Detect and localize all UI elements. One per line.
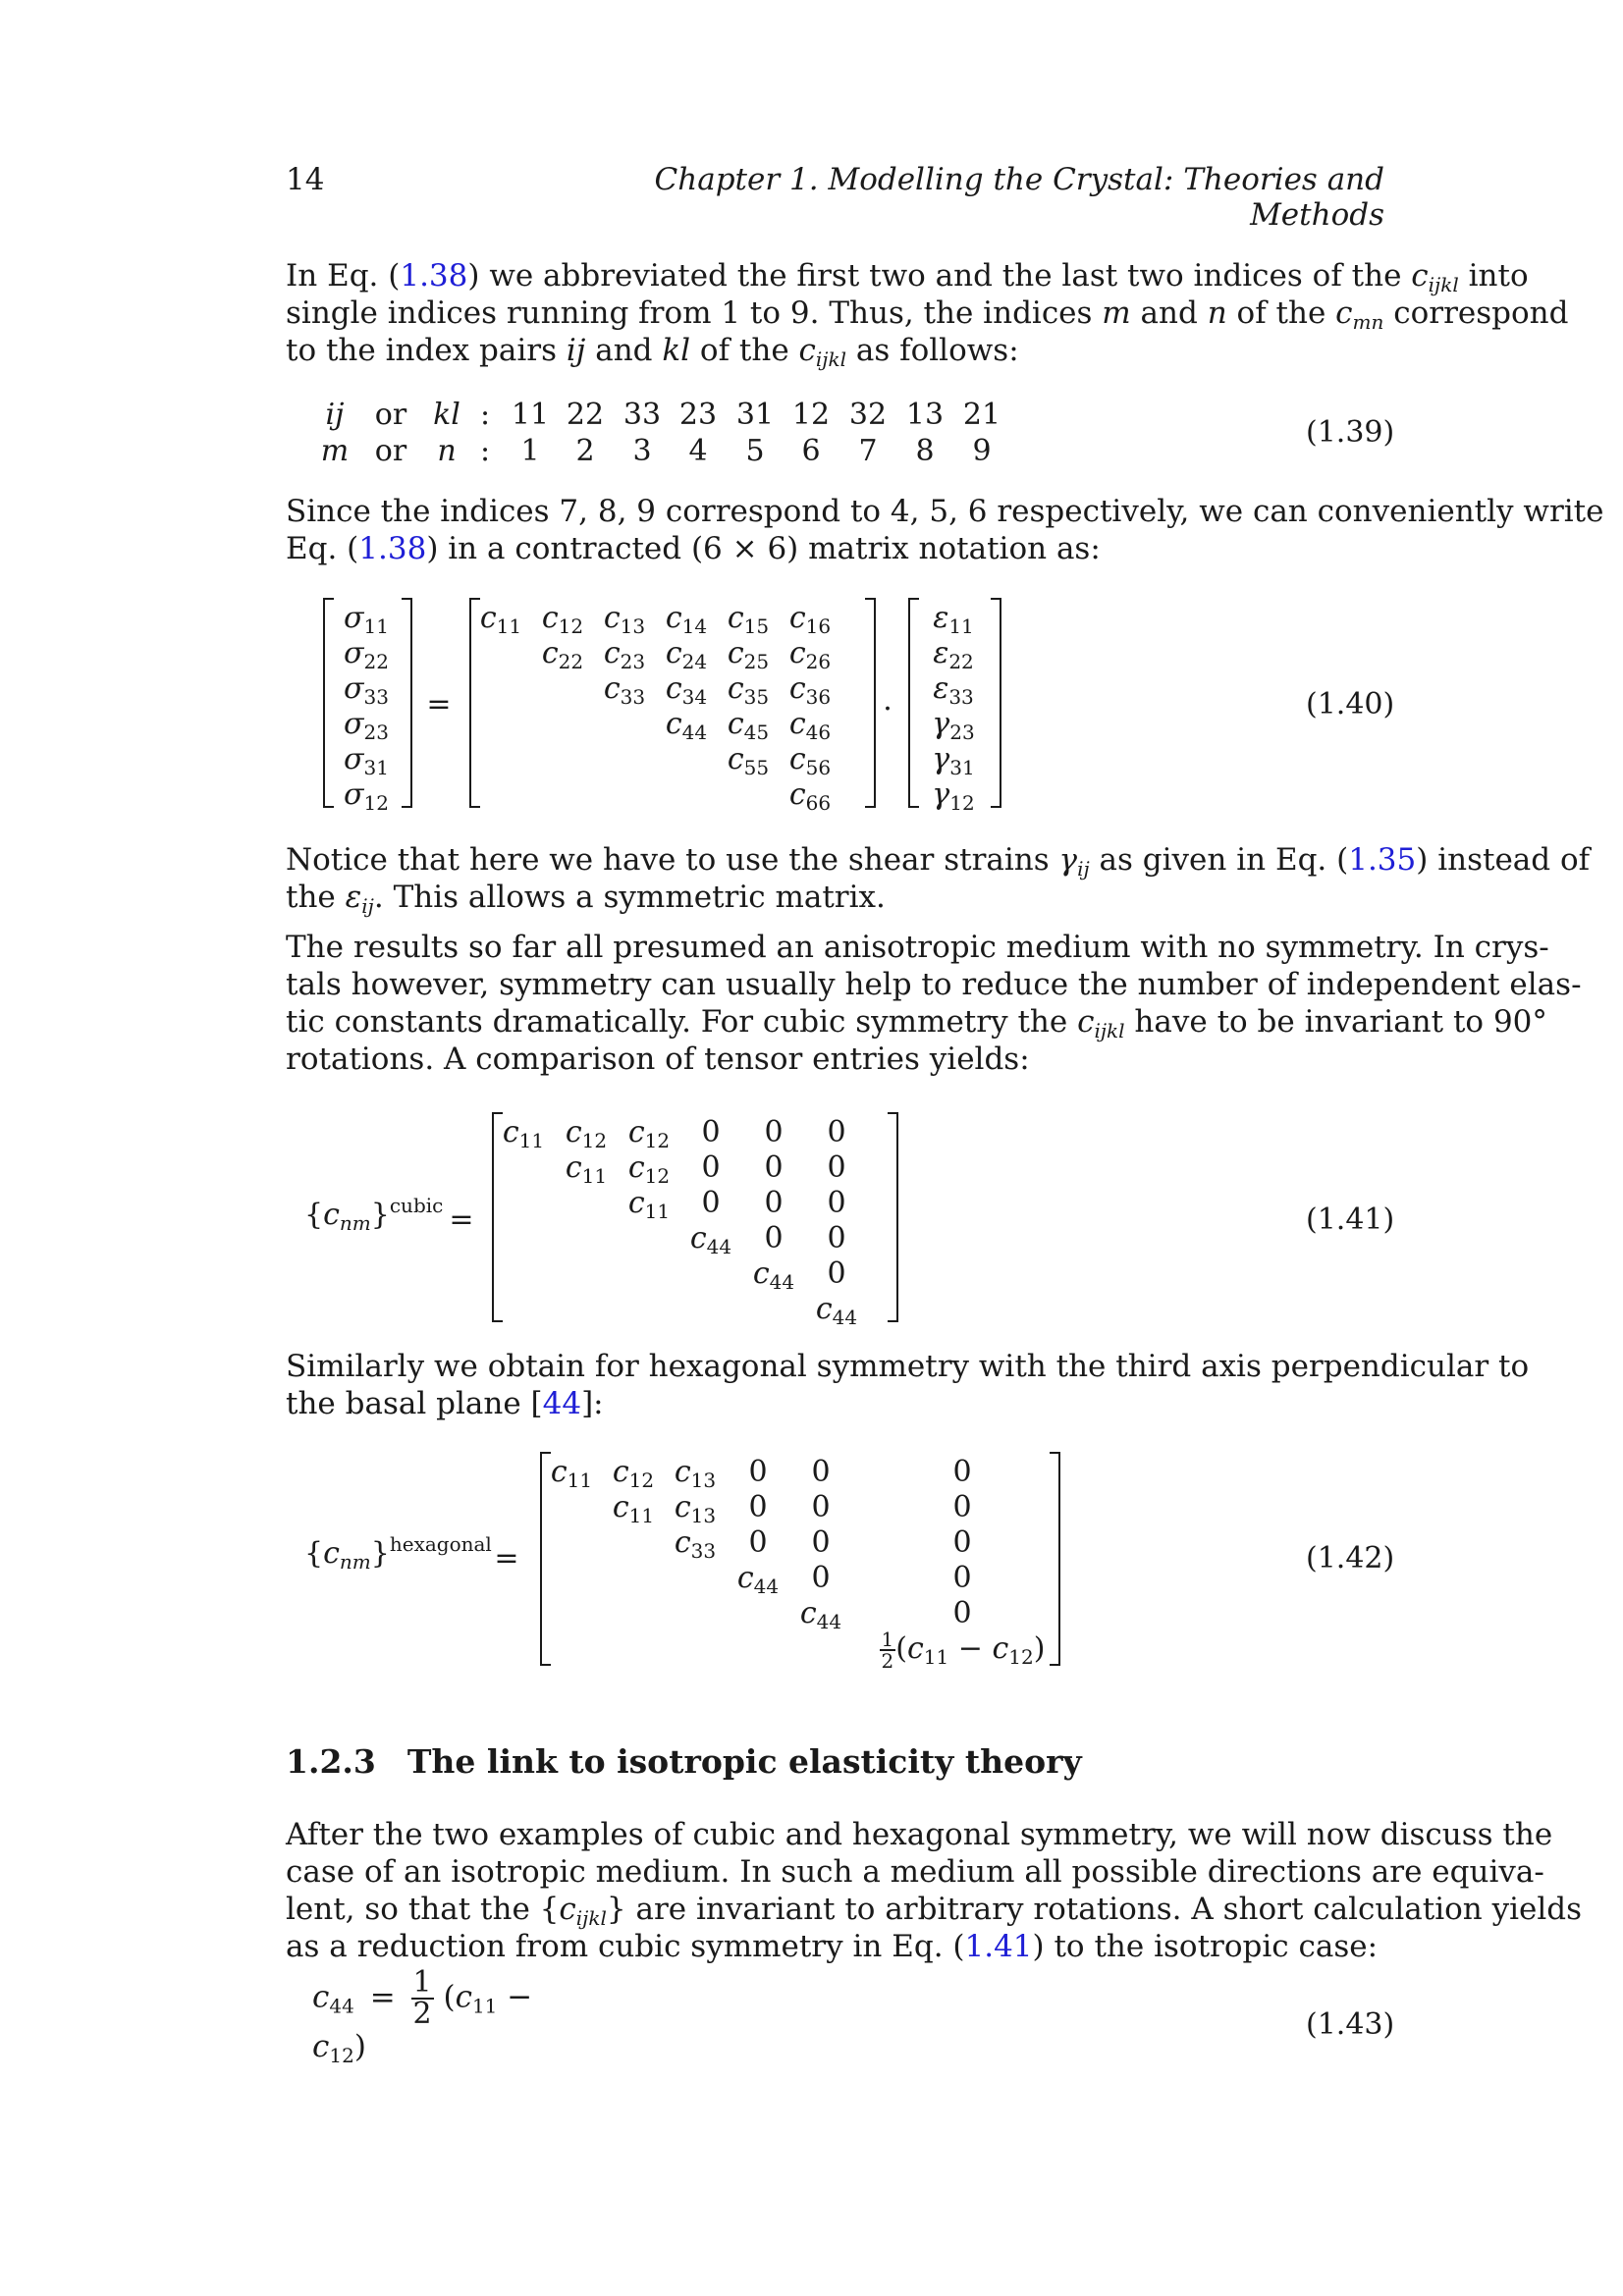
elastic-constant: $c_{13}$ bbox=[674, 1490, 717, 1527]
zero-entry: 0 bbox=[952, 1490, 972, 1524]
contracted-index: 9 bbox=[972, 434, 992, 468]
normal-strain: $\varepsilon_{33}$ bbox=[933, 671, 974, 709]
contracted-index: 7 bbox=[858, 434, 878, 468]
paragraph-3: Notice that here we have to use the shear strains $\gamma_{ij}$ as given in Eq. (1.35) instead of the $\varepsilon_{ij}$. This allows a symmetric matrix. bbox=[286, 842, 1591, 918]
elastic-constant: $c_{36}$ bbox=[788, 671, 832, 709]
contracted-index: 2 bbox=[575, 434, 595, 468]
equation-number: (1.39) bbox=[1306, 415, 1395, 450]
zero-entry: 0 bbox=[811, 1455, 831, 1489]
elastic-constant: $c_{12}$ bbox=[627, 1115, 671, 1152]
elastic-constant: $c_{12}$ bbox=[612, 1455, 655, 1492]
elastic-constant: $c_{11}$ bbox=[565, 1150, 608, 1188]
cubic-label: $\{c_{nm}\}^{cubic}$ bbox=[304, 1194, 444, 1235]
elastic-constant: $c_{11}$ bbox=[550, 1455, 593, 1492]
elastic-constant: $c_{11}$ bbox=[627, 1186, 671, 1223]
zero-entry: 0 bbox=[952, 1455, 972, 1489]
elastic-constant: $c_{22}$ bbox=[541, 636, 584, 673]
elastic-constant: $c_{24}$ bbox=[665, 636, 708, 673]
zero-entry: 0 bbox=[764, 1221, 784, 1255]
elastic-constant: $c_{35}$ bbox=[727, 671, 770, 709]
index-pair: 13 bbox=[905, 398, 945, 432]
index-pair: 22 bbox=[566, 398, 605, 432]
contracted-index: 6 bbox=[801, 434, 821, 468]
running-header: Chapter 1. Modelling the Crystal: Theories and Methods bbox=[654, 162, 1384, 233]
elastic-constant: $c_{12}$ bbox=[541, 601, 584, 638]
half-difference-term: $\frac{1}{2}$ $(c_{11} - c_{12})$ bbox=[881, 1628, 1046, 1673]
contracted-index: 1 bbox=[520, 434, 540, 468]
elastic-constant: $c_{33}$ bbox=[603, 671, 646, 709]
elastic-constant: $c_{13}$ bbox=[603, 601, 646, 638]
normal-strain: $\varepsilon_{11}$ bbox=[933, 601, 974, 638]
equation-number: (1.42) bbox=[1306, 1541, 1395, 1575]
index-pair: 21 bbox=[962, 398, 1001, 432]
paragraph-5: Similarly we obtain for hexagonal symmetry with the third axis perpendicular to the basal plane [44]: bbox=[286, 1349, 1530, 1421]
index-pair: 32 bbox=[848, 398, 888, 432]
zero-entry: 0 bbox=[827, 1115, 846, 1149]
elastic-constant: $c_{34}$ bbox=[665, 671, 708, 709]
elastic-constant: $c_{13}$ bbox=[674, 1455, 717, 1492]
page-number: 14 bbox=[286, 162, 325, 197]
elastic-constant: $c_{16}$ bbox=[788, 601, 832, 638]
eq-ref-1-41[interactable]: 1.41 bbox=[964, 1929, 1033, 1964]
elastic-constant: $c_{44}$ bbox=[665, 707, 708, 744]
normal-strain: $\varepsilon_{22}$ bbox=[933, 636, 974, 673]
zero-entry: 0 bbox=[701, 1150, 721, 1185]
shear-strain: $\gamma_{31}$ bbox=[932, 742, 975, 779]
elastic-constant: $c_{44}$ bbox=[815, 1292, 858, 1329]
equation-number: (1.41) bbox=[1306, 1202, 1395, 1237]
elastic-constant: $c_{44}$ bbox=[736, 1561, 780, 1598]
paragraph-6: After the two examples of cubic and hexagonal symmetry, we will now discuss the case of an isotropic medium. In such a medium all possible directions are equiva- lent, so that the $\{c_{ijkl}\}$ are invariant to arbitrary rotations. A short calculation yields as a reduction from cubic symmetry in Eq. (1.41) to the isotropic case: bbox=[286, 1817, 1583, 1964]
zero-entry: 0 bbox=[952, 1525, 972, 1560]
elastic-constant: $c_{23}$ bbox=[603, 636, 646, 673]
paragraph-1: In Eq. (1.38) we abbreviated the first two and the last two indices of the $c_{ijkl}$ into single indices running from 1 to 9. Thus, the indices m and n of the $c_{mn}$ correspond to the index pairs ij and kl of the $c_{ijkl}$ as follows: bbox=[286, 258, 1569, 371]
contracted-index: 4 bbox=[688, 434, 708, 468]
shear-strain: $\gamma_{12}$ bbox=[932, 777, 975, 815]
zero-entry: 0 bbox=[748, 1525, 768, 1560]
elastic-constant: $c_{12}$ bbox=[565, 1115, 608, 1152]
equation-number: (1.43) bbox=[1306, 2007, 1395, 2042]
elastic-constant: $c_{11}$ bbox=[479, 601, 522, 638]
section-heading: 1.2.3 The link to isotropic elasticity theory bbox=[286, 1742, 1082, 1781]
citation-44[interactable]: 44 bbox=[542, 1386, 582, 1421]
contracted-index: 3 bbox=[632, 434, 652, 468]
elastic-constant: $c_{56}$ bbox=[788, 742, 832, 779]
zero-entry: 0 bbox=[811, 1525, 831, 1560]
zero-entry: 0 bbox=[748, 1455, 768, 1489]
zero-entry: 0 bbox=[827, 1221, 846, 1255]
equation-number: (1.40) bbox=[1306, 687, 1395, 721]
shear-strain: $\gamma_{23}$ bbox=[932, 707, 975, 744]
eq-ref-1-35[interactable]: 1.35 bbox=[1348, 842, 1417, 878]
stress-component: $\sigma_{22}$ bbox=[344, 636, 389, 673]
elastic-constant: $c_{44}$ bbox=[752, 1256, 795, 1294]
elastic-constant: $c_{25}$ bbox=[727, 636, 770, 673]
stress-component: $\sigma_{11}$ bbox=[344, 601, 389, 638]
elastic-constant: $c_{15}$ bbox=[727, 601, 770, 638]
eq-ref-1-38[interactable]: 1.38 bbox=[358, 531, 427, 566]
zero-entry: 0 bbox=[764, 1150, 784, 1185]
elastic-constant: $c_{46}$ bbox=[788, 707, 832, 744]
zero-entry: 0 bbox=[827, 1150, 846, 1185]
paragraph-2: Since the indices 7, 8, 9 correspond to 4, 5, 6 respectively, we can conveniently write Eq. (1.38) in a contracted (6 × 6) matrix notation as: bbox=[286, 494, 1604, 566]
stress-component: $\sigma_{23}$ bbox=[344, 707, 389, 744]
hexagonal-label: $\{c_{nm}\}^{hexagonal}$ bbox=[304, 1532, 492, 1574]
elastic-constant: $c_{45}$ bbox=[727, 707, 770, 744]
elastic-constant: $c_{66}$ bbox=[788, 777, 832, 815]
index-pair: 31 bbox=[735, 398, 775, 432]
stress-component: $\sigma_{31}$ bbox=[344, 742, 389, 779]
elastic-constant: $c_{26}$ bbox=[788, 636, 832, 673]
elastic-constant: $c_{33}$ bbox=[674, 1525, 717, 1563]
index-pair: 33 bbox=[622, 398, 662, 432]
contracted-index: 8 bbox=[915, 434, 935, 468]
zero-entry: 0 bbox=[764, 1115, 784, 1149]
paragraph-4: The results so far all presumed an anisotropic medium with no symmetry. In crys- tals however, symmetry can usually help to reduce the number of independent elas- tic constants dramatically. For cubic symmetry the $c_{ijkl}$ have to be invariant to 90° rotations. A comparison of tensor entries yields: bbox=[286, 930, 1582, 1077]
elastic-constant: $c_{44}$ bbox=[799, 1596, 842, 1633]
elastic-constant: $c_{11}$ bbox=[612, 1490, 655, 1527]
stress-component: $\sigma_{12}$ bbox=[344, 777, 389, 815]
zero-entry: 0 bbox=[827, 1256, 846, 1291]
elastic-constant: $c_{55}$ bbox=[727, 742, 770, 779]
stress-component: $\sigma_{33}$ bbox=[344, 671, 389, 709]
eq-ref-1-38[interactable]: 1.38 bbox=[400, 258, 468, 294]
zero-entry: 0 bbox=[952, 1561, 972, 1595]
zero-entry: 0 bbox=[952, 1596, 972, 1630]
contracted-index: 5 bbox=[745, 434, 765, 468]
elastic-constant: $c_{44}$ bbox=[689, 1221, 732, 1258]
zero-entry: 0 bbox=[701, 1115, 721, 1149]
elastic-constant: $c_{11}$ bbox=[502, 1115, 545, 1152]
elastic-constant: $c_{14}$ bbox=[665, 601, 708, 638]
zero-entry: 0 bbox=[811, 1561, 831, 1595]
elastic-constant: $c_{12}$ bbox=[627, 1150, 671, 1188]
zero-entry: 0 bbox=[827, 1186, 846, 1220]
index-pair: 12 bbox=[791, 398, 831, 432]
zero-entry: 0 bbox=[764, 1186, 784, 1220]
index-pair: 23 bbox=[678, 398, 718, 432]
zero-entry: 0 bbox=[811, 1490, 831, 1524]
zero-entry: 0 bbox=[748, 1490, 768, 1524]
index-pair: 11 bbox=[511, 398, 550, 432]
zero-entry: 0 bbox=[701, 1186, 721, 1220]
